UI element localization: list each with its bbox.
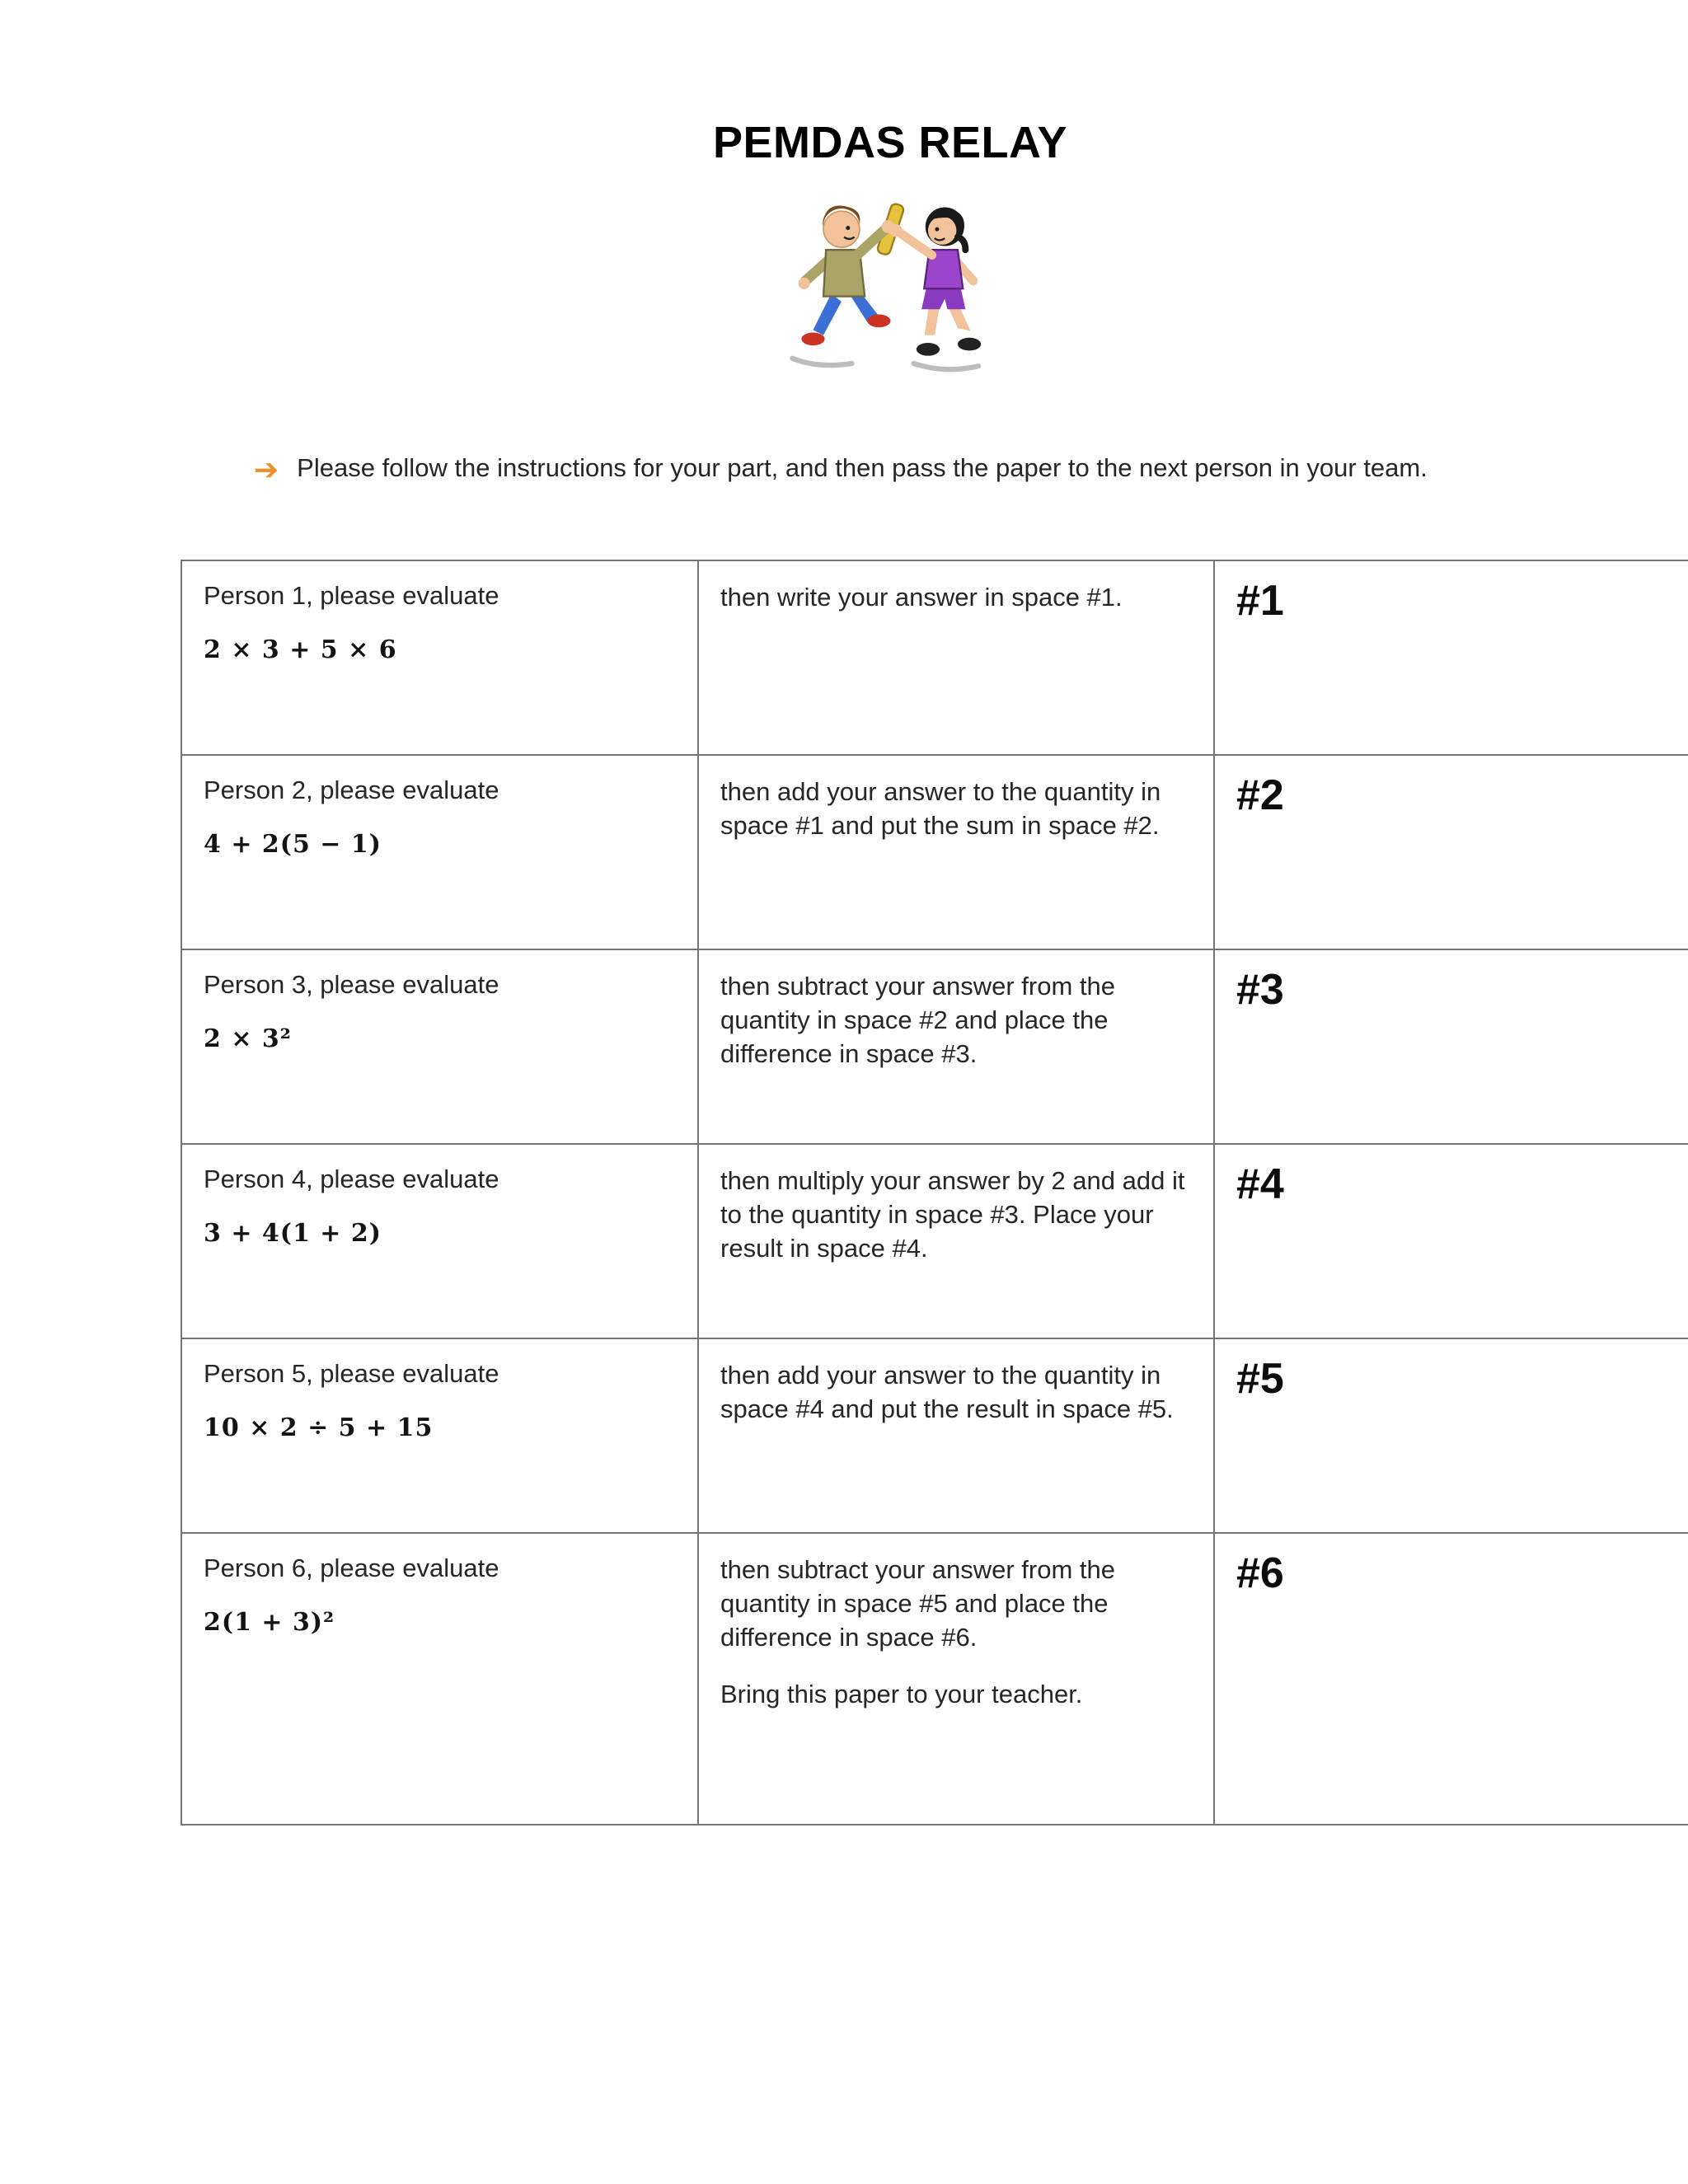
- instructions-text: Please follow the instructions for your part, and then pass the paper to the next person in your team.: [297, 453, 1428, 482]
- person-label: Person 6, please evaluate: [204, 1554, 499, 1583]
- space-label: #2: [1236, 771, 1284, 820]
- person-label: Person 4, please evaluate: [204, 1165, 499, 1194]
- table-row-2: [181, 755, 1688, 949]
- answer-cell-6: [1214, 1533, 1688, 1825]
- page-title: PEMDAS RELAY: [712, 118, 1068, 167]
- person-label: Person 3, please evaluate: [204, 970, 499, 1000]
- person-label: Person 2, please evaluate: [204, 776, 499, 805]
- math-expression: 4 + 2(5 − 1): [204, 830, 382, 860]
- instruction-text: then add your answer to the quantity in space #4 and put the result in space #5.: [720, 1361, 1174, 1424]
- table-row-1: [181, 560, 1688, 755]
- instruction-cell-6: [698, 1533, 1214, 1825]
- evaluate-cell-5: [181, 1338, 698, 1533]
- evaluate-cell-6: [181, 1533, 698, 1825]
- instruction-cell-2: [698, 755, 1214, 949]
- instruction-text: then subtract your answer from the quantity in space #5 and place the difference in space #6.: [720, 1555, 1116, 1652]
- instruction-text: then add your answer to the quantity in space #1 and put the sum in space #2.: [720, 777, 1161, 841]
- table-row-4: [181, 1144, 1688, 1338]
- answer-cell-1: [1214, 560, 1688, 755]
- table-row-3: [181, 949, 1688, 1144]
- instruction-cell-4: [698, 1144, 1214, 1338]
- space-label: #1: [1236, 577, 1284, 626]
- table-row-5: [181, 1338, 1688, 1533]
- evaluate-cell-2: [181, 755, 698, 949]
- math-expression: 2 × 3²: [204, 1024, 292, 1054]
- relay-table: [181, 560, 1688, 1825]
- instruction-text: then multiply your answer by 2 and add it to the quantity in space #3. Place your result in space #4.: [720, 1166, 1185, 1263]
- person-label: Person 1, please evaluate: [204, 581, 499, 611]
- space-label: #6: [1236, 1549, 1284, 1598]
- bring-to-teacher-text: Bring this paper to your teacher.: [720, 1679, 1083, 1708]
- answer-cell-3: [1214, 949, 1688, 1144]
- math-expression: 2(1 + 3)²: [204, 1608, 335, 1638]
- clipart-wrap: [92, 188, 1688, 386]
- arrow-bullet-icon: ➔: [254, 452, 279, 486]
- kids-relay-baton-image: [748, 188, 1033, 382]
- person-label: Person 5, please evaluate: [204, 1359, 499, 1389]
- space-label: #3: [1236, 966, 1284, 1015]
- math-expression: 10 × 2 ÷ 5 + 15: [204, 1413, 434, 1443]
- evaluate-cell-4: [181, 1144, 698, 1338]
- answer-cell-4: [1214, 1144, 1688, 1338]
- space-label: #4: [1236, 1160, 1284, 1209]
- instruction-cell-1: [698, 560, 1214, 755]
- evaluate-cell-1: [181, 560, 698, 755]
- answer-cell-5: [1214, 1338, 1688, 1533]
- instructions-block: [254, 450, 1540, 487]
- instruction-text: then subtract your answer from the quantity in space #2 and place the difference in space #3.: [720, 972, 1116, 1068]
- instruction-text: then write your answer in space #1.: [720, 583, 1123, 612]
- instruction-cell-5: [698, 1338, 1214, 1533]
- header-block: [0, 0, 1688, 386]
- math-expression: 3 + 4(1 + 2): [204, 1219, 382, 1249]
- evaluate-cell-3: [181, 949, 698, 1144]
- table-row-6: [181, 1533, 1688, 1825]
- instruction-cell-3: [698, 949, 1214, 1144]
- answer-cell-2: [1214, 755, 1688, 949]
- math-expression: 2 × 3 + 5 × 6: [204, 635, 397, 665]
- space-label: #5: [1236, 1355, 1284, 1404]
